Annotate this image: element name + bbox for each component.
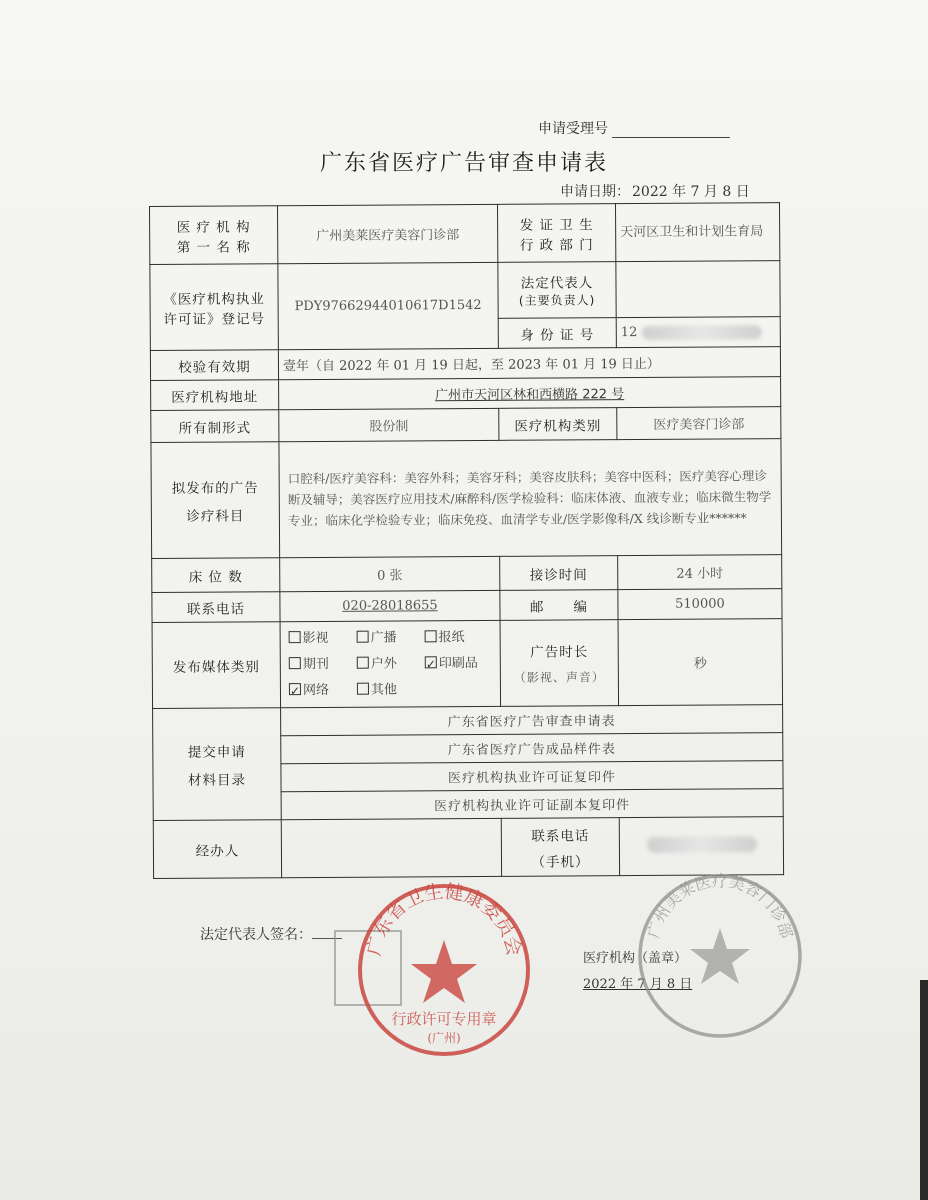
duration-label xyxy=(500,620,619,707)
row-validity xyxy=(150,347,780,381)
row-phone-postcode xyxy=(152,589,782,623)
red-official-seal xyxy=(352,878,536,1062)
legal-representative-label xyxy=(498,262,616,319)
issuing-authority-label-line2: 行 政 部 门 xyxy=(519,236,594,254)
validity-value: 壹年（自 2022 年 01 月 19 日起，至 2023 年 01 月 19 日止） xyxy=(278,347,780,380)
ownership-value: 股份制 xyxy=(279,408,499,441)
grey-seal-arc-text: 广州美莱医疗美容门诊部 xyxy=(643,871,797,941)
category-label: 医疗机构类别 xyxy=(499,408,617,441)
hours-label: 接诊时间 xyxy=(500,556,618,591)
acceptance-number-label: 申请受理号 xyxy=(538,121,608,137)
media-checkbox-periodical[interactable] xyxy=(289,657,301,669)
media-checkbox-other[interactable] xyxy=(357,682,369,694)
materials-label-line1: 提交申请 xyxy=(187,743,246,761)
institution-name-label-line2: 第 一 名 称 xyxy=(176,238,251,256)
institution-seal-label: 医疗机构（盖章） xyxy=(583,951,688,966)
media-option-label: 印刷品 xyxy=(438,655,478,671)
category-value: 医疗美容门诊部 xyxy=(617,407,781,440)
subjects-label xyxy=(151,442,280,559)
duration-value: 秒 xyxy=(618,619,783,706)
media-checkbox-newspaper[interactable] xyxy=(425,630,437,642)
media-checkbox-internet[interactable] xyxy=(289,683,301,695)
materials-label-line2: 材料目录 xyxy=(187,771,247,789)
media-option-internet[interactable] xyxy=(289,677,357,703)
material-item: 广东省医疗广告成品样件表 xyxy=(281,733,783,764)
institution-name-label-line1: 医 疗 机 构 xyxy=(176,218,251,236)
license-number-label-line1: 《医疗机构执业 xyxy=(163,290,265,308)
media-label: 发布媒体类别 xyxy=(152,622,281,709)
red-seal-subtext: 行政许可专用章 xyxy=(391,1010,497,1028)
media-option-outdoor[interactable] xyxy=(357,651,425,677)
duration-label-line2: （影视、声音） xyxy=(513,670,605,685)
media-option-label: 影视 xyxy=(302,630,329,646)
address-value: 广州市天河区林和西横路 222 号 xyxy=(279,377,781,410)
row-ownership-category xyxy=(151,407,781,443)
id-number-value xyxy=(616,317,780,348)
media-option-other[interactable] xyxy=(357,677,425,703)
row-subjects xyxy=(151,439,782,559)
issuing-authority-label-line1: 发 证 卫 生 xyxy=(519,216,594,234)
media-checkbox-film[interactable] xyxy=(289,631,301,643)
media-options xyxy=(280,620,501,707)
acceptance-number-line xyxy=(538,118,730,138)
row-media xyxy=(152,619,783,709)
application-form-table xyxy=(149,202,784,879)
row-beds-hours xyxy=(152,555,782,593)
media-checkbox-radio[interactable] xyxy=(357,630,369,642)
mobile-label xyxy=(501,818,619,877)
beds-label: 床 位 数 xyxy=(152,558,280,593)
subjects-label-line1: 拟发布的广告 xyxy=(171,479,259,497)
media-option-label: 期刊 xyxy=(302,656,329,672)
mobile-redaction xyxy=(646,836,756,853)
row-institution-name xyxy=(150,203,780,265)
mobile-label-line2: （手机） xyxy=(531,853,590,871)
legal-signature-line xyxy=(200,924,342,944)
media-option-print[interactable] xyxy=(425,650,493,676)
red-seal-city: (广州) xyxy=(427,1031,461,1045)
row-materials-1 xyxy=(153,705,783,737)
id-number-visible: 12 xyxy=(620,325,638,341)
application-date-label: 申请日期： xyxy=(560,184,630,200)
legal-representative-value xyxy=(616,261,780,318)
license-number-value: PDY97662944010617D1542 xyxy=(278,262,499,349)
page-edge-shadow xyxy=(920,980,928,1200)
institution-name-label xyxy=(150,206,278,265)
grey-seal-star-icon xyxy=(690,928,750,984)
row-address xyxy=(151,377,781,411)
materials-label xyxy=(153,708,282,821)
media-option-label: 广播 xyxy=(370,629,397,646)
id-number-redaction xyxy=(641,325,761,340)
subjects-label-line2: 诊疗科目 xyxy=(186,507,245,525)
duration-label-line1: 广告时长 xyxy=(530,644,589,661)
legal-signature-label: 法定代表人签名： xyxy=(200,927,312,943)
validity-label: 校验有效期 xyxy=(150,350,278,381)
media-checkbox-print[interactable] xyxy=(425,656,437,668)
subjects-value: 口腔科/医疗美容科：美容外科；美容牙科；美容皮肤科；美容中医科；医疗美容心理诊断及辅导；美容医疗应用技术/麻醉科/医学检验科：临床体液、血液专业；临床微生物学专业；临床化学检验专业；临床免疫、血清学专业/医学影像科/X 线诊断专业****** xyxy=(279,439,782,558)
media-option-newspaper[interactable] xyxy=(425,624,493,650)
media-option-periodical[interactable] xyxy=(289,651,357,677)
beds-value: 0 张 xyxy=(280,556,500,591)
application-date-value: 2022 年 7 月 8 日 xyxy=(632,184,750,200)
institution-name-value: 广州美莱医疗美容门诊部 xyxy=(278,204,498,263)
license-number-label xyxy=(150,264,279,351)
acceptance-number-blank[interactable] xyxy=(612,123,730,138)
mobile-label-line1: 联系电话 xyxy=(531,827,590,845)
ownership-label: 所有制形式 xyxy=(151,410,279,443)
phone-value: 020-28018655 xyxy=(280,590,500,621)
media-checkbox-outdoor[interactable] xyxy=(357,656,369,668)
material-item: 广东省医疗广告审查申请表 xyxy=(281,705,783,736)
media-option-label: 网络 xyxy=(302,682,330,698)
application-date xyxy=(560,181,750,201)
media-option-label: 报纸 xyxy=(438,629,465,645)
postcode-label: 邮 编 xyxy=(500,590,618,621)
mobile-value xyxy=(619,817,783,876)
institution-seal xyxy=(632,868,808,1044)
red-seal-arc-text: 广东省卫生健康委员会 xyxy=(362,880,526,958)
material-item: 医疗机构执业许可证复印件 xyxy=(281,761,783,792)
media-option-label: 户外 xyxy=(370,655,397,672)
row-license-legal-rep xyxy=(150,261,780,321)
legal-representative-label-line1: 法定代表人 xyxy=(520,275,594,292)
institution-date: 2022 年 7 月 8 日 xyxy=(583,977,693,992)
form-title: 广东省医疗广告审查申请表 xyxy=(319,151,608,176)
address-label: 医疗机构地址 xyxy=(151,380,279,411)
legal-representative-label-line2: (主要负责人) xyxy=(518,293,596,308)
handler-label: 经办人 xyxy=(153,820,281,879)
red-seal-star-icon xyxy=(411,940,477,1003)
hours-value: 24 小时 xyxy=(618,555,782,590)
postcode-value: 510000 xyxy=(618,589,782,620)
handler-value xyxy=(281,818,501,877)
phone-label: 联系电话 xyxy=(152,592,280,623)
media-option-radio[interactable] xyxy=(357,625,425,651)
id-number-label: 身 份 证 号 xyxy=(498,318,616,349)
media-option-film[interactable] xyxy=(289,625,357,651)
issuing-authority-label xyxy=(497,204,615,263)
material-item: 医疗机构执业许可证副本复印件 xyxy=(281,789,783,820)
issuing-authority-value: 天河区卫生和计划生育局 xyxy=(615,203,779,262)
license-number-label-line2: 许可证》登记号 xyxy=(163,310,265,328)
media-option-label: 其他 xyxy=(370,681,398,698)
